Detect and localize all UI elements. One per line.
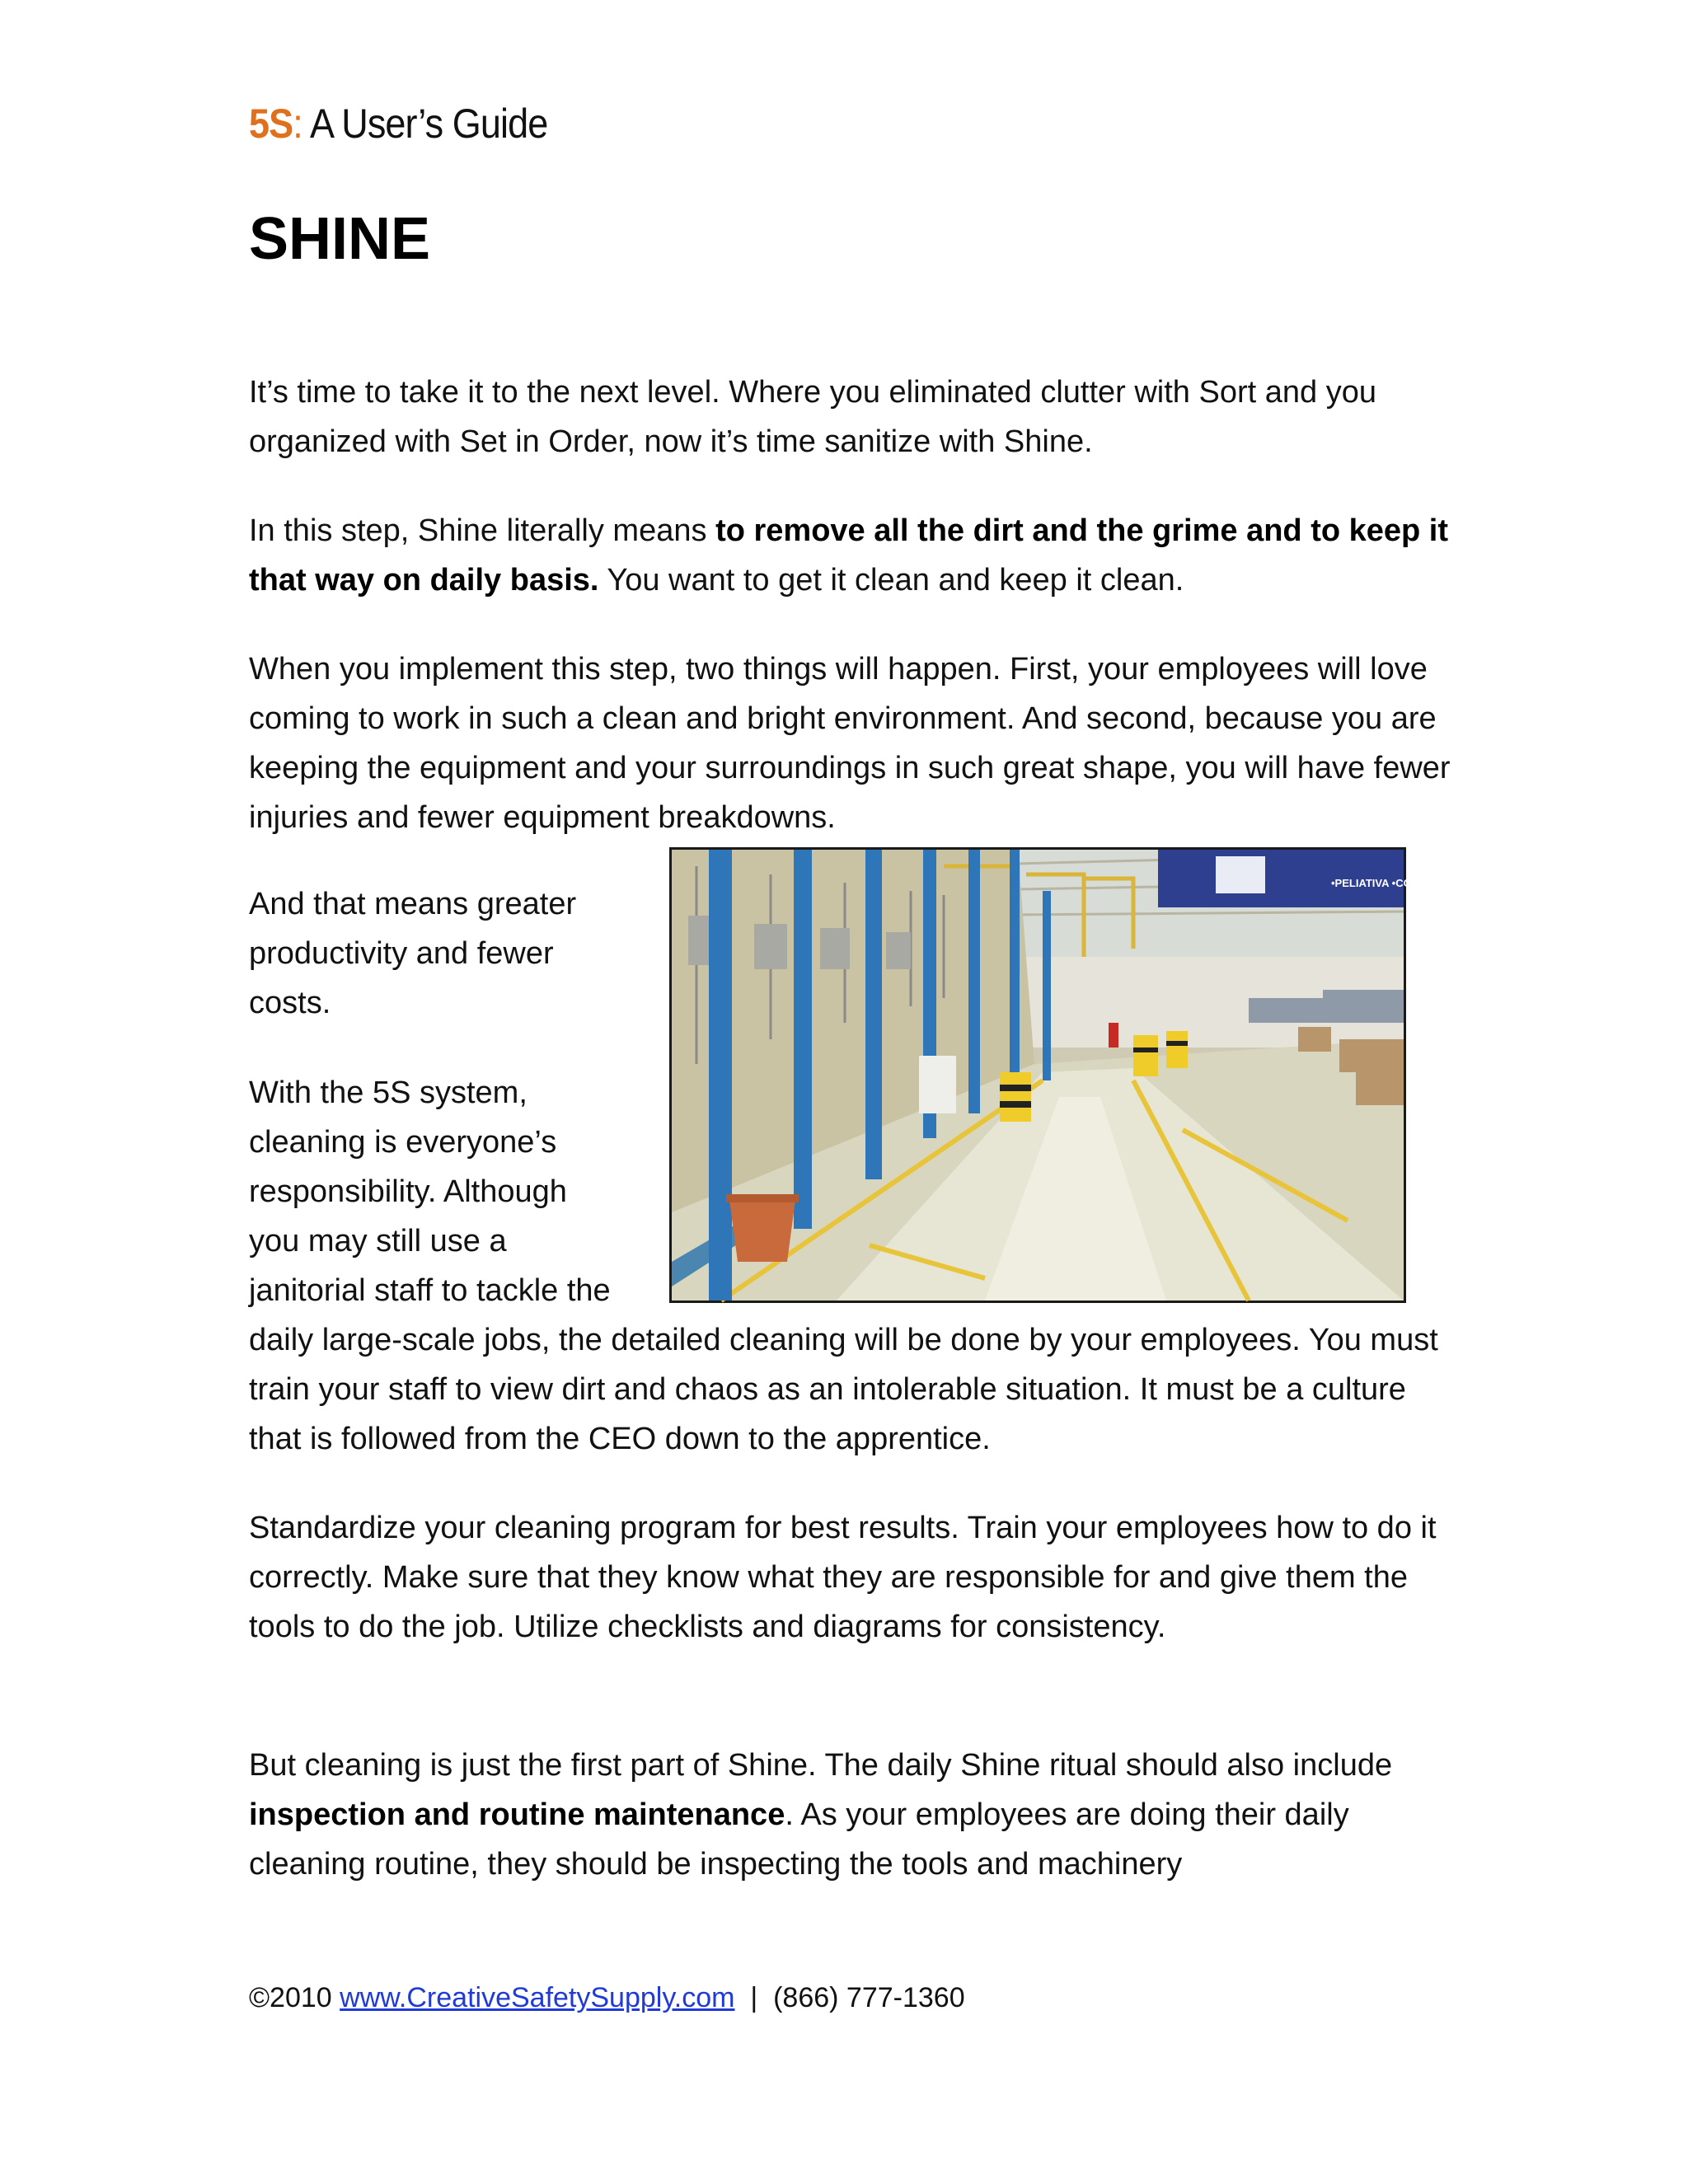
paragraph-responsibility-continued: daily large-scale jobs, the detailed cleaning will be done by your employees. You must train your staff to view dirt and chaos as an intolerable situation. It must be a culture that is followed from the CEO down to the apprentice.	[249, 1323, 1438, 1456]
responsibility-line-2: cleaning is everyone’s	[249, 1125, 557, 1160]
paragraph-inspection	[249, 1741, 1452, 1889]
productivity-line-2: productivity and fewer	[249, 936, 554, 971]
paragraph-productivity	[249, 879, 661, 1028]
brand-5s-label: 5S	[249, 101, 293, 147]
productivity-line-3: costs.	[249, 986, 331, 1020]
warehouse-photo	[669, 847, 1471, 1303]
paragraph-intro: It’s time to take it to the next level. Where you eliminated clutter with Sort and you organized with Set in Order, now it’s time sanitize with Shine.	[249, 375, 1376, 459]
paragraph-benefits: When you implement this step, two things will happen. First, your employees will love coming to work in such a clean and bright environment. And second, because you are keeping the equipment and your surroundings in such great shape, you will have fewer injuries and fewer equipment breakdowns.	[249, 652, 1451, 835]
responsibility-line-5: janitorial staff to tackle the	[249, 1273, 611, 1308]
footer-phone: (866) 777-1360	[773, 1982, 965, 2013]
paragraph-inspection-start: But cleaning is just the first part of Shine. The daily Shine ritual should also include	[249, 1748, 1393, 1783]
productivity-line-1: And that means greater	[249, 887, 577, 921]
paragraph-inspection-bold: inspection and routine maintenance	[249, 1797, 785, 1832]
page-footer	[249, 1980, 965, 2016]
responsibility-line-1: With the 5S system,	[249, 1076, 528, 1110]
banner-text: •PELIATIVA •COMPROMISO	[1331, 877, 1471, 889]
responsibility-line-4: you may still use a	[249, 1224, 507, 1258]
paragraph-responsibility-wrap	[249, 1068, 661, 1315]
brand-colon: :	[293, 101, 302, 147]
paragraph-standardize: Standardize your cleaning program for best results. Train your employees how to do it correctly. Make sure that they know what they are responsible for and give them the tools to do the job. Utilize checklists and diagrams for consistency.	[249, 1511, 1437, 1644]
footer-website-link[interactable]: www.CreativeSafetySupply.com	[340, 1982, 735, 2013]
footer-copyright: ©2010	[249, 1982, 340, 2013]
page-title: SHINE	[249, 206, 431, 272]
footer-separator: |	[734, 1982, 774, 2013]
paragraph-definition-bold: to remove all the dirt and the grime and to keep it that way on daily basis.	[249, 513, 1448, 598]
paragraph-definition-start: In this step, Shine literally means	[249, 513, 716, 548]
paragraph-definition	[249, 506, 1452, 605]
responsibility-line-3: responsibility. Although	[249, 1174, 567, 1209]
brand-guide-title: A User’s Guide	[302, 101, 548, 147]
warehouse-floor-image	[672, 850, 1471, 1301]
paragraph-inspection-end: . As your employees are doing their daily cleaning routine, they should be inspecting the tools and machinery	[249, 1797, 1349, 1882]
document-header	[249, 97, 547, 150]
paragraph-definition-end: You want to get it clean and keep it clean.	[598, 563, 1184, 598]
